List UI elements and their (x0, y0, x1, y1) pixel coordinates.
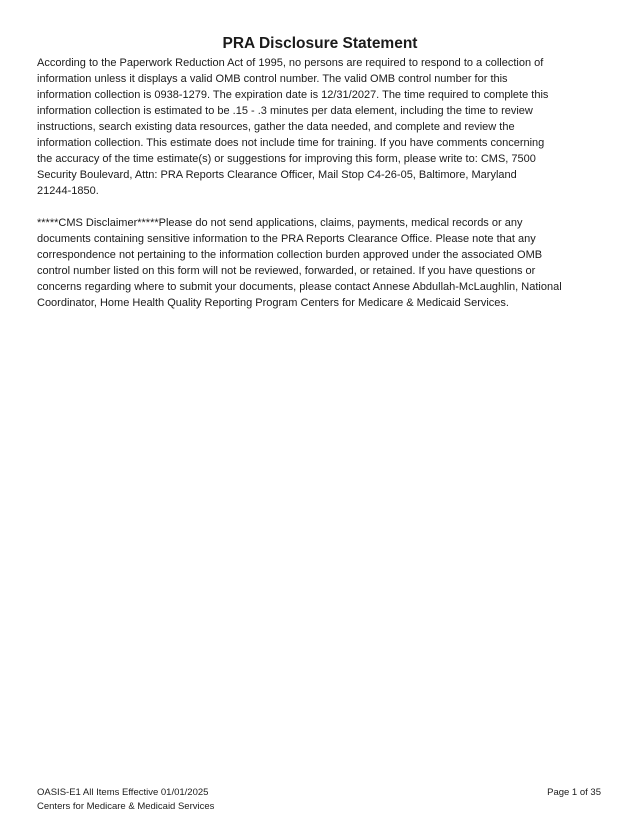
footer-page-number: Page 1 of 35 (547, 787, 601, 798)
footer-effective-date-and-agency: OASIS-E1 All Items Effective 01/01/2025 Centers for Medicare & Medicaid Services (37, 787, 215, 812)
pra-disclosure-paragraph: According to the Paperwork Reduction Act of 1995, no persons are required to respond to a collection of information unless it displays a valid OMB control number. The valid OMB control number for this information collection is 0938-1279. The expiration date is 12/31/2027. The time required to complete this information collection is estimated to be .15 - .3 minutes per data element, including the time to review instructions, search existing data resources, gather the data needed, and complete and review the information collection. This estimate does not include time for training. If you have comments concerning the accuracy of the time estimate(s) or suggestions for improving this form, please write to: CMS, 7500 Security Boulevard, Attn: PRA Reports Clearance Officer, Mail Stop C4-26-05, Baltimore, Maryland 21244-1850. (37, 57, 549, 197)
cms-disclaimer-paragraph: *****CMS Disclaimer*****Please do not send applications, claims, payments, medical records or any documents containing sensitive information to the PRA Reports Clearance Office. Please note that any correspondence not pertaining to the information collection burden approved under the associated OMB control number listed on this form will not be reviewed, forwarded, or retained. If you have questions or concerns regarding where to submit your documents, please contact Annese Abdullah-McLaughlin, National Coordinator, Home Health Quality Reporting Program Centers for Medicare & Medicaid Services. (37, 217, 562, 309)
page-footer (37, 786, 601, 814)
page-title: PRA Disclosure Statement (222, 35, 418, 52)
document-body (0, 53, 640, 311)
